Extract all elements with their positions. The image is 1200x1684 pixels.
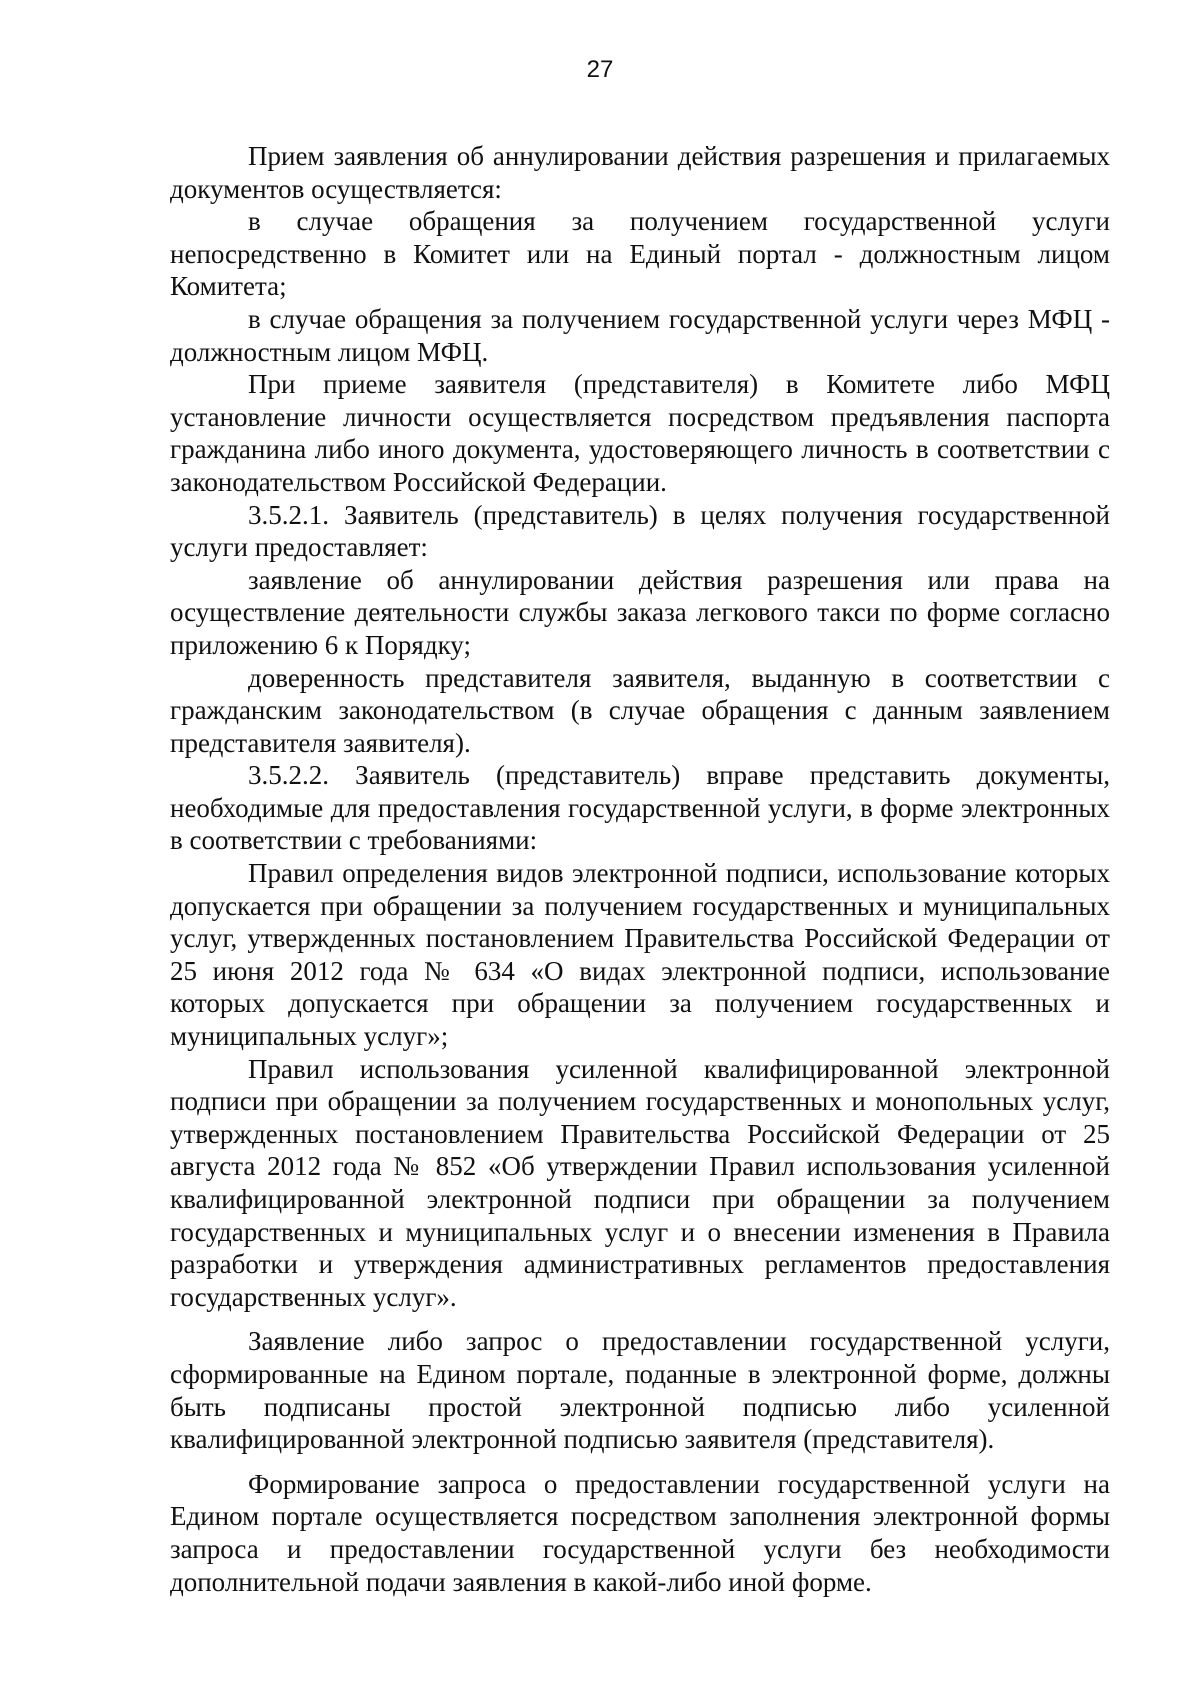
document-body [170,140,1110,1598]
paragraph-application-acceptance: Прием заявления об аннулировании действия разрешения и прилагаемых документов осуществляется: [170,141,1110,204]
paragraph-rules-852: Правил использования усиленной квалифицированной электронной подписи при обращении за получением государственных и монопольных услуг, утвержденных постановлением Правительства Российской Федерации от 25 августа 2012 года № 852 «Об утверждении Правил использования усиленной квалифицированной электронной подписи при обращении за получением государственных и муниципальных услуг и о внесении изменения в Правила разработки и утверждения административных регламентов предоставления государственных услуг». [170,1053,1110,1312]
paragraph-mfc-case: в случае обращения за получением государственной услуги через МФЦ - должностным лицом МФЦ. [170,303,1110,367]
paragraph-power-of-attorney: доверенность представителя заявителя, выданную в соответствии с гражданским законодательством (в случае обращения с данным заявлением представителя заявителя). [170,662,1110,758]
paragraph-rules-634: Правил определения видов электронной подписи, использование которых допускается при обращении за получением государственных и муниципальных услуг, утвержденных постановлением Правительства Российской Федерации от 25 июня 2012 года № 634 «О видах электронной подписи, использование которых допускается при обращении за получением государственных и муниципальных услуг»; [170,858,1110,1052]
paragraph-3-5-2-1: 3.5.2.1. Заявитель (представитель) в целях получения государственной услуги предоставляет: [170,499,1110,563]
page-number: 27 [586,56,614,83]
paragraph-3-5-2-2: 3.5.2.2. Заявитель (представитель) вправе представить документы, необходимые для предоставления государственной услуги, в форме электронных в соответствии с требованиями: [170,760,1110,856]
paragraph-portal-request-form: Формирование запроса о предоставлении государственной услуги на Едином портале осуществляется посредством заполнения электронной формы запроса и предоставлении государственной услуги без необходимости дополнительной подачи заявления в какой-либо иной форме. [170,1468,1110,1597]
paragraph-committee-case: в случае обращения за получением государственной услуги непосредственно в Комитет или на Единый портал - должностным лицом Комитета; [170,206,1110,302]
paragraph-portal-request-signature: Заявление либо запрос о предоставлении государственной услуги, сформированные на Едином портале, поданные в электронной форме, должны быть подписаны простой электронной подписью либо усиленной квалифицированной электронной подписью заявителя (представителя). [170,1326,1110,1455]
paragraph-application-form: заявление об аннулировании действия разрешения или права на осуществление деятельности службы заказа легкового такси по форме согласно приложению 6 к Порядку; [170,564,1110,660]
paragraph-identity-check: При приеме заявителя (представителя) в Комитете либо МФЦ установление личности осуществляется посредством предъявления паспорта гражданина либо иного документа, удостоверяющего личность в соответствии с законодательством Российской Федерации. [170,369,1110,497]
